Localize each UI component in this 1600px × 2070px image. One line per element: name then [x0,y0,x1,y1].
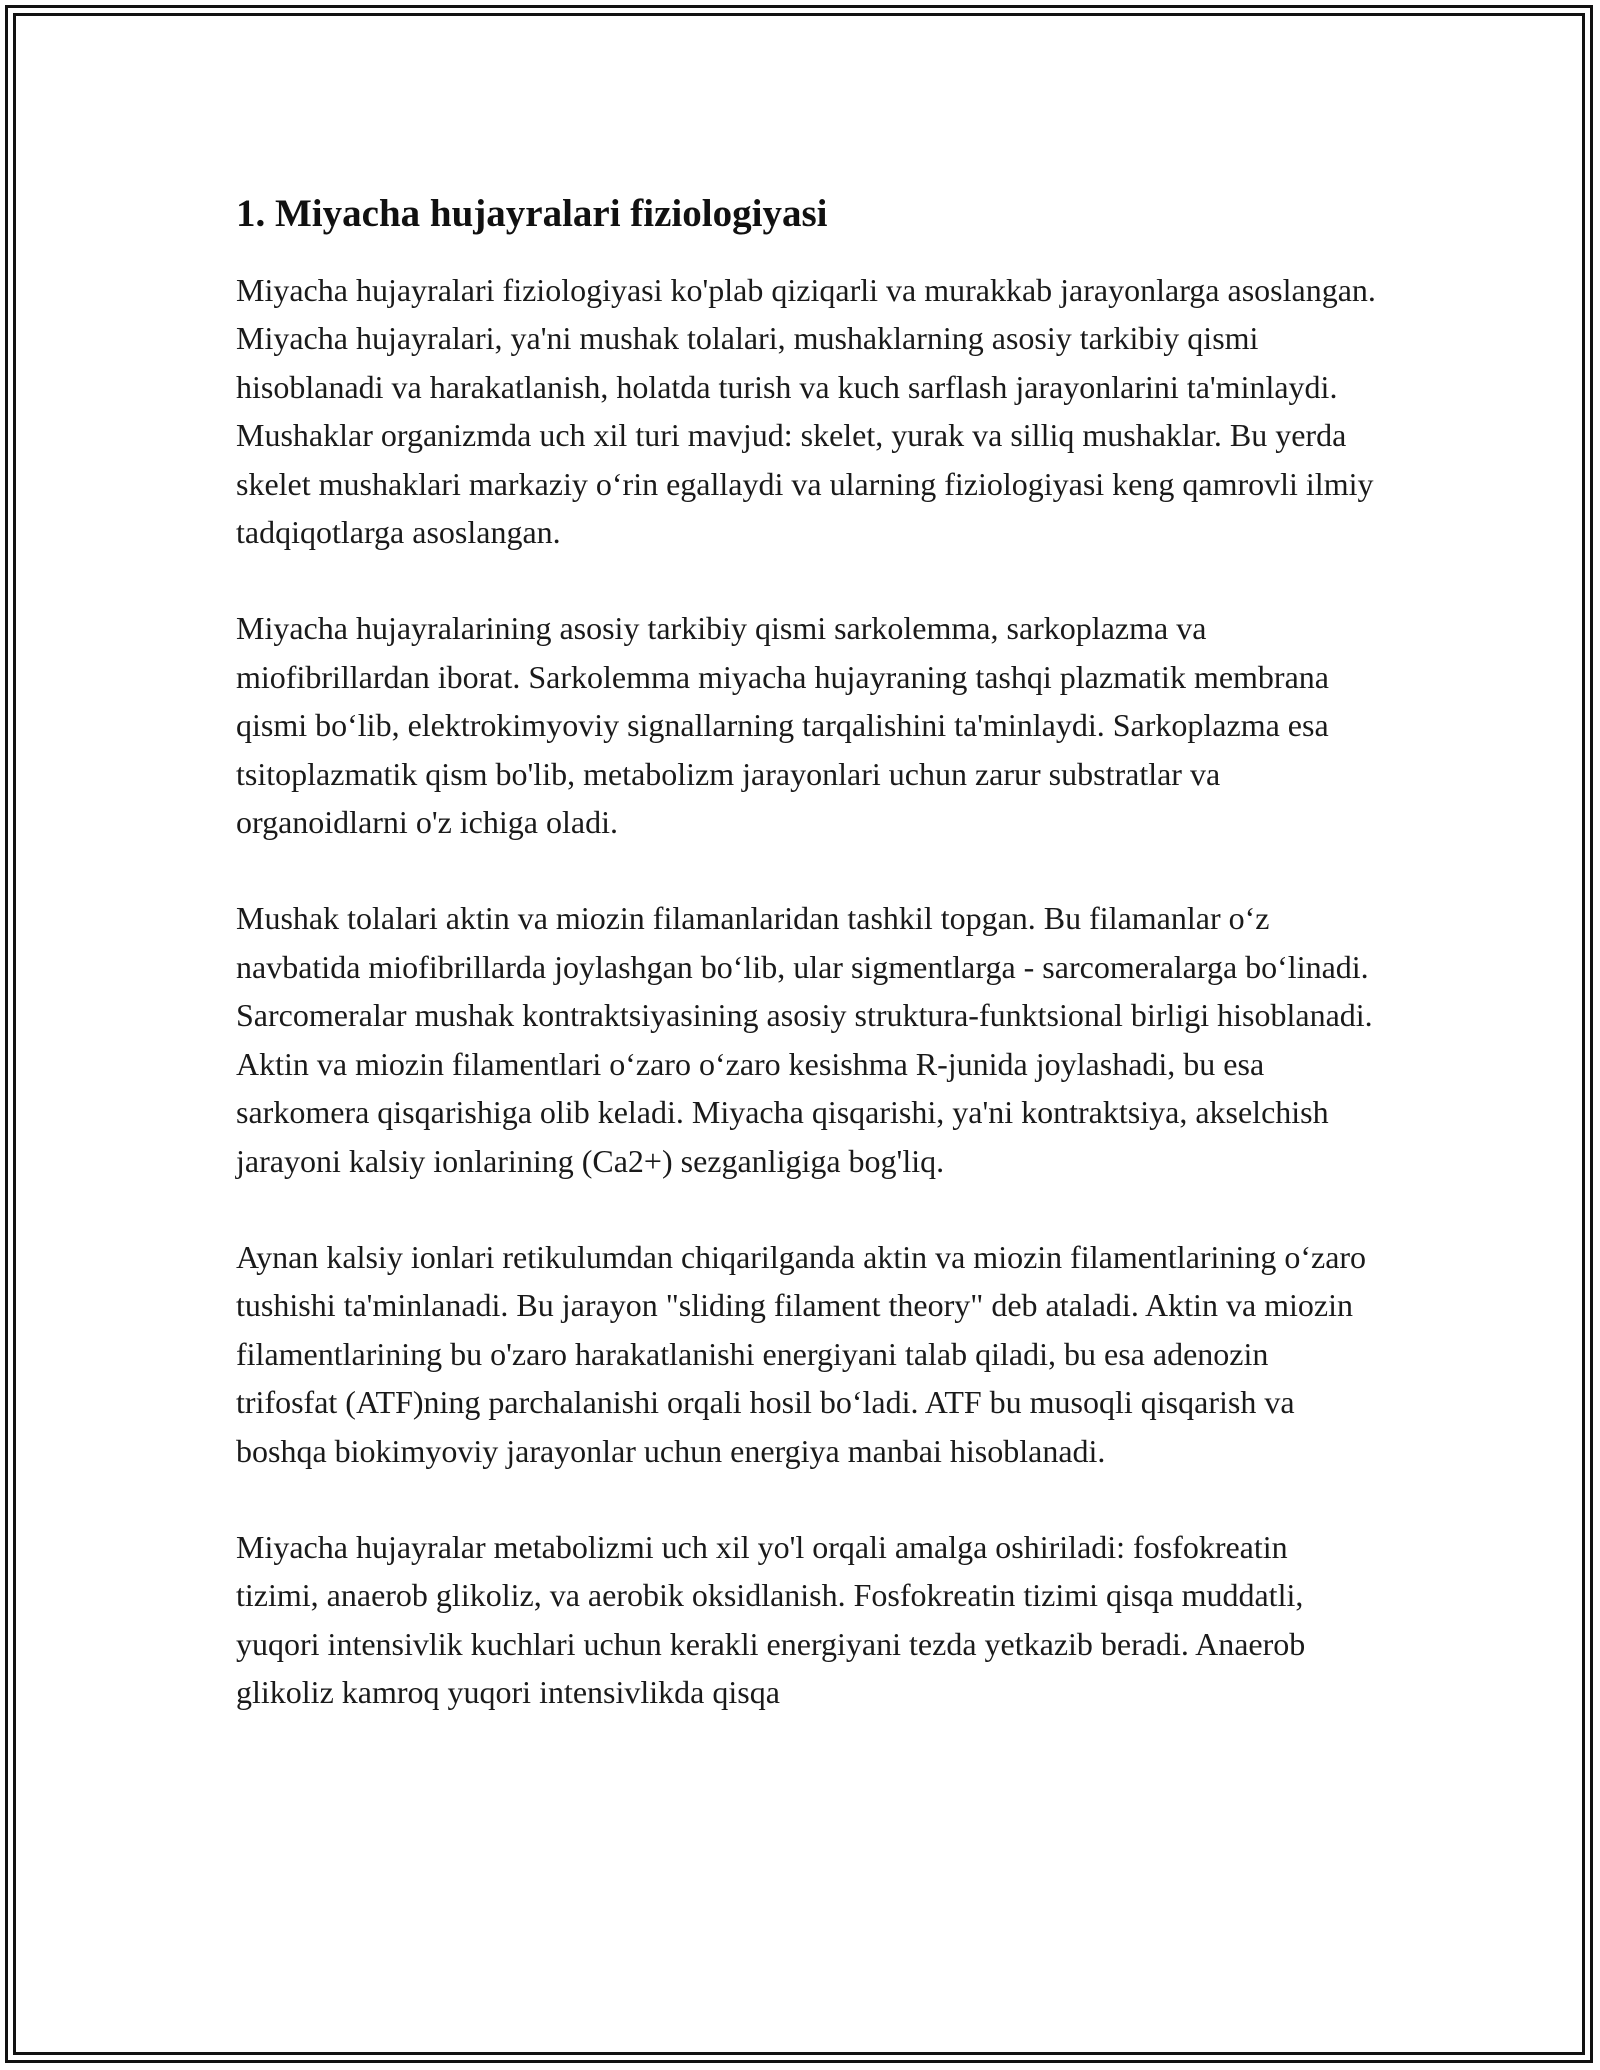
paragraph-3: Mushak tolalari aktin va miozin filamanlaridan tashkil topgan. Bu filamanlar o‘z navbatida miofibrillarda joylashgan bo‘lib, ular sigmentlarga - sarcomeralarga bo‘linadi. Sarcomeralar mushak kontraktsiyasining asosiy struktura-funktsional birligi hisoblanadi. Aktin va miozin filamentlari o‘zaro o‘zaro kesishma R-junida joylashadi, bu esa sarkomera qisqarishiga olib keladi. Miyacha qisqarishi, ya'ni kontraktsiya, akselchish jarayoni kalsiy ionlarining (Ca2+) sezganligiga bog'liq. [236,900,1373,1179]
paragraph-2: Miyacha hujayralarining asosiy tarkibiy qismi sarkolemma, sarkoplazma va miofibrillardan iborat. Sarkolemma miyacha hujayraning tashqi plazmatik membrana qismi bo‘lib, elektrokimyoviy signallarning tarqalishini ta'minlaydi. Sarkoplazma esa tsitoplazmatik qism bo'lib, metabolizm jarayonlari uchun zarur substratlar va organoidlarni o'z ichiga oladi. [236,610,1329,841]
section-heading: 1. Miyacha hujayralari fiziologiyasi [236,192,828,235]
paragraph-5: Miyacha hujayralar metabolizmi uch xil yo'l orqali amalga oshiriladi: fosfokreatin tizimi, anaerob glikoliz, va aerobik oksidlanish. Fosfokreatin tizimi qisqa muddatli, yuqori intensivlik kuchlari uchun kerakli energiyani tezda yetkazib beradi. Anaerob glikoliz kamroq yuqori intensivlikda qisqa [236,1528,1306,1711]
paragraph-1: Miyacha hujayralari fiziologiyasi ko'plab qiziqarli va murakkab jarayonlarga asoslangan. Miyacha hujayralari, ya'ni mushak tolalari, mushaklarning asosiy tarkibiy qismi hisoblanadi va harakatlanish, holatda turish va kuch sarflash jarayonlarini ta'minlaydi. Mushaklar organizmda uch xil turi mavjud: skelet, yurak va silliq mushaklar. Bu yerda skelet mushaklari markaziy o‘rin egallaydi va ularning fiziologiyasi keng qamrovli ilmiy tadqiqotlarga asoslangan. [236,272,1376,551]
paragraph-4: Aynan kalsiy ionlari retikulumdan chiqarilganda aktin va miozin filamentlarining o‘zaro tushishi ta'minlanadi. Bu jarayon "sliding filament theory" deb ataladi. Aktin va miozin filamentlarining bu o'zaro harakatlanishi energiyani talab qiladi, bu esa adenozin trifosfat (ATF)ning parchalanishi orqali hosil bo‘ladi. ATF bu musoqli qisqarish va boshqa biokimyoviy jarayonlar uchun energiya manbai hisoblanadi. [236,1238,1367,1469]
document-body [236,188,1376,1765]
